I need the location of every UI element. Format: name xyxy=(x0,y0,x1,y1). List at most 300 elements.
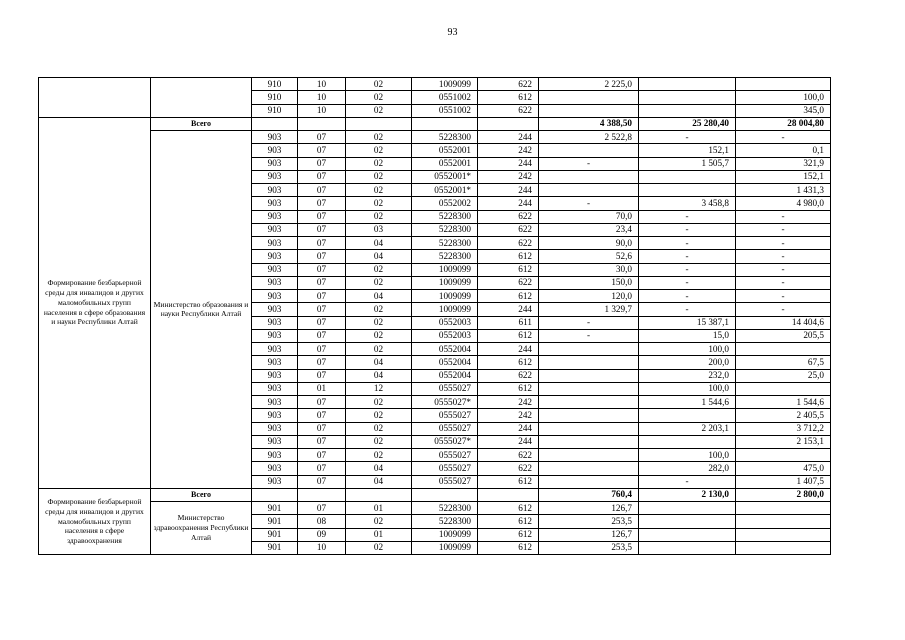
cell-rz: 07 xyxy=(298,303,346,316)
cell-amount-y3: 2 405,5 xyxy=(736,409,831,422)
cell-amount-y1: 70,0 xyxy=(539,210,639,223)
cell-csr: 1009099 xyxy=(412,541,478,554)
cell-amount-y3: 1 407,5 xyxy=(736,475,831,488)
cell-amount-y2: 232,0 xyxy=(639,369,736,382)
cell-pr: 01 xyxy=(346,502,412,515)
cell-grbs: 903 xyxy=(252,396,298,409)
total-amount-y3: 2 800,0 xyxy=(736,488,831,501)
cell-amount-y2 xyxy=(639,170,736,183)
cell-amount-y2: - xyxy=(639,237,736,250)
table-row xyxy=(39,131,831,144)
cell-rz: 07 xyxy=(298,369,346,382)
cell-vr: 622 xyxy=(478,223,539,236)
cell-amount-y1 xyxy=(539,356,639,369)
cell-vr: 612 xyxy=(478,475,539,488)
cell-pr: 02 xyxy=(346,515,412,528)
cell-vr: 244 xyxy=(478,197,539,210)
empty-cell xyxy=(478,488,539,501)
cell-grbs: 901 xyxy=(252,502,298,515)
cell-csr: 0552004 xyxy=(412,356,478,369)
cell-csr: 0555027* xyxy=(412,435,478,448)
cell-amount-y2: - xyxy=(639,303,736,316)
cell-rz: 09 xyxy=(298,528,346,541)
cell-amount-y3: - xyxy=(736,276,831,289)
total-amount-y2: 25 280,40 xyxy=(639,117,736,130)
cell-pr: 02 xyxy=(346,343,412,356)
cell-grbs: 903 xyxy=(252,475,298,488)
cell-amount-y2: 15 387,1 xyxy=(639,316,736,329)
cell-pr: 04 xyxy=(346,250,412,263)
cell-csr: 5228300 xyxy=(412,223,478,236)
cell-pr: 02 xyxy=(346,396,412,409)
cell-amount-y1 xyxy=(539,369,639,382)
cell-pr: 01 xyxy=(346,528,412,541)
cell-csr: 0555027 xyxy=(412,449,478,462)
cell-amount-y2 xyxy=(639,409,736,422)
cell-amount-y1: 52,6 xyxy=(539,250,639,263)
empty-cell xyxy=(412,488,478,501)
cell-csr: 0552001 xyxy=(412,144,478,157)
cell-amount-y2 xyxy=(639,502,736,515)
cell-vr: 244 xyxy=(478,343,539,356)
cell-amount-y1: - xyxy=(539,157,639,170)
cell-pr: 03 xyxy=(346,223,412,236)
cell-amount-y1: 126,7 xyxy=(539,528,639,541)
cell-amount-y3 xyxy=(736,343,831,356)
empty-cell xyxy=(346,117,412,130)
cell-vr: 612 xyxy=(478,329,539,342)
cell-amount-y3: - xyxy=(736,290,831,303)
cell-vr: 612 xyxy=(478,91,539,104)
cell-vr: 242 xyxy=(478,170,539,183)
cell-amount-y2: - xyxy=(639,263,736,276)
cell-grbs: 903 xyxy=(252,422,298,435)
cell-amount-y3: 321,9 xyxy=(736,157,831,170)
cell-vr: 611 xyxy=(478,316,539,329)
cell-grbs: 903 xyxy=(252,131,298,144)
cell-amount-y1 xyxy=(539,91,639,104)
cell-amount-y3: 100,0 xyxy=(736,91,831,104)
program-name: Формирование безбарьерной среды для инвалидов и других маломобильных групп населения в сфере образования и науки Республики Алтай xyxy=(39,117,151,488)
cell-vr: 612 xyxy=(478,382,539,395)
cell-grbs: 903 xyxy=(252,263,298,276)
cell-pr: 04 xyxy=(346,369,412,382)
cell-rz: 07 xyxy=(298,250,346,263)
cell-rz: 01 xyxy=(298,382,346,395)
cell-rz: 07 xyxy=(298,157,346,170)
cell-amount-y3 xyxy=(736,382,831,395)
cell-rz: 10 xyxy=(298,78,346,91)
cell-rz: 07 xyxy=(298,290,346,303)
cell-amount-y1 xyxy=(539,104,639,117)
cell-amount-y2: - xyxy=(639,223,736,236)
total-row xyxy=(39,488,831,501)
total-amount-y2: 2 130,0 xyxy=(639,488,736,501)
cell-pr: 02 xyxy=(346,184,412,197)
cell-amount-y1 xyxy=(539,382,639,395)
cell-rz: 07 xyxy=(298,184,346,197)
cell-csr: 0552003 xyxy=(412,329,478,342)
cell-grbs: 910 xyxy=(252,104,298,117)
cell-amount-y1 xyxy=(539,422,639,435)
cell-rz: 07 xyxy=(298,502,346,515)
cell-csr: 0552001 xyxy=(412,157,478,170)
budget-table xyxy=(38,77,831,555)
cell-grbs: 910 xyxy=(252,78,298,91)
cell-amount-y3: 3 712,2 xyxy=(736,422,831,435)
empty-cell xyxy=(346,488,412,501)
cell-rz: 07 xyxy=(298,475,346,488)
cell-amount-y3: 14 404,6 xyxy=(736,316,831,329)
total-label: Всего xyxy=(151,117,252,130)
cell-grbs: 903 xyxy=(252,303,298,316)
cell-csr: 0555027 xyxy=(412,382,478,395)
total-amount-y1: 760,4 xyxy=(539,488,639,501)
cell-amount-y3: - xyxy=(736,223,831,236)
cell-amount-y3: 0,1 xyxy=(736,144,831,157)
ministry-cell-continued xyxy=(151,78,252,118)
cell-rz: 07 xyxy=(298,343,346,356)
cell-grbs: 903 xyxy=(252,144,298,157)
cell-amount-y1: 90,0 xyxy=(539,237,639,250)
cell-pr: 02 xyxy=(346,170,412,183)
cell-amount-y3: - xyxy=(736,210,831,223)
total-amount-y1: 4 388,50 xyxy=(539,117,639,130)
cell-rz: 07 xyxy=(298,329,346,342)
cell-amount-y3: 152,1 xyxy=(736,170,831,183)
cell-pr: 04 xyxy=(346,237,412,250)
cell-vr: 622 xyxy=(478,210,539,223)
cell-rz: 08 xyxy=(298,515,346,528)
cell-csr: 0555027 xyxy=(412,462,478,475)
cell-grbs: 903 xyxy=(252,462,298,475)
cell-pr: 02 xyxy=(346,303,412,316)
cell-grbs: 903 xyxy=(252,237,298,250)
cell-amount-y3: 67,5 xyxy=(736,356,831,369)
empty-cell xyxy=(252,117,298,130)
cell-csr: 5228300 xyxy=(412,237,478,250)
cell-vr: 622 xyxy=(478,237,539,250)
cell-pr: 02 xyxy=(346,435,412,448)
cell-amount-y2 xyxy=(639,515,736,528)
cell-vr: 244 xyxy=(478,422,539,435)
cell-csr: 5228300 xyxy=(412,131,478,144)
cell-amount-y2: 100,0 xyxy=(639,343,736,356)
cell-amount-y2: - xyxy=(639,290,736,303)
cell-rz: 07 xyxy=(298,210,346,223)
cell-amount-y1: 120,0 xyxy=(539,290,639,303)
cell-amount-y3: 4 980,0 xyxy=(736,197,831,210)
cell-pr: 02 xyxy=(346,210,412,223)
cell-amount-y3: - xyxy=(736,131,831,144)
cell-amount-y1: 2 225,0 xyxy=(539,78,639,91)
cell-rz: 07 xyxy=(298,237,346,250)
cell-amount-y1: - xyxy=(539,316,639,329)
cell-grbs: 903 xyxy=(252,356,298,369)
cell-amount-y2: 282,0 xyxy=(639,462,736,475)
cell-pr: 12 xyxy=(346,382,412,395)
cell-grbs: 903 xyxy=(252,435,298,448)
cell-csr: 1009099 xyxy=(412,263,478,276)
cell-csr: 1009099 xyxy=(412,528,478,541)
cell-amount-y2: - xyxy=(639,210,736,223)
cell-amount-y1 xyxy=(539,449,639,462)
cell-rz: 07 xyxy=(298,170,346,183)
cell-amount-y3: 1 431,3 xyxy=(736,184,831,197)
cell-grbs: 903 xyxy=(252,184,298,197)
cell-pr: 04 xyxy=(346,356,412,369)
cell-amount-y3: - xyxy=(736,250,831,263)
cell-csr: 5228300 xyxy=(412,250,478,263)
cell-amount-y1 xyxy=(539,170,639,183)
cell-csr: 0552001* xyxy=(412,184,478,197)
cell-amount-y3: 2 153,1 xyxy=(736,435,831,448)
cell-csr: 1009099 xyxy=(412,303,478,316)
cell-amount-y2 xyxy=(639,541,736,554)
cell-vr: 612 xyxy=(478,263,539,276)
cell-amount-y1 xyxy=(539,409,639,422)
cell-vr: 612 xyxy=(478,515,539,528)
cell-grbs: 901 xyxy=(252,515,298,528)
cell-pr: 04 xyxy=(346,475,412,488)
cell-csr: 0551002 xyxy=(412,91,478,104)
total-label: Всего xyxy=(151,488,252,501)
cell-amount-y3: - xyxy=(736,263,831,276)
cell-amount-y3 xyxy=(736,515,831,528)
cell-amount-y2 xyxy=(639,528,736,541)
cell-amount-y1 xyxy=(539,435,639,448)
cell-amount-y3: 345,0 xyxy=(736,104,831,117)
cell-vr: 242 xyxy=(478,396,539,409)
cell-rz: 07 xyxy=(298,263,346,276)
cell-amount-y3: 25,0 xyxy=(736,369,831,382)
cell-csr: 0552003 xyxy=(412,316,478,329)
cell-vr: 622 xyxy=(478,276,539,289)
cell-amount-y1: 2 522,8 xyxy=(539,131,639,144)
cell-grbs: 903 xyxy=(252,197,298,210)
cell-vr: 622 xyxy=(478,369,539,382)
cell-amount-y1 xyxy=(539,462,639,475)
cell-grbs: 903 xyxy=(252,210,298,223)
cell-csr: 0555027* xyxy=(412,396,478,409)
cell-csr: 0552004 xyxy=(412,369,478,382)
cell-amount-y3: 205,5 xyxy=(736,329,831,342)
cell-amount-y3: 1 544,6 xyxy=(736,396,831,409)
cell-pr: 02 xyxy=(346,276,412,289)
cell-amount-y2: 200,0 xyxy=(639,356,736,369)
cell-amount-y1: 1 329,7 xyxy=(539,303,639,316)
cell-pr: 02 xyxy=(346,263,412,276)
cell-vr: 244 xyxy=(478,303,539,316)
cell-rz: 07 xyxy=(298,409,346,422)
cell-rz: 07 xyxy=(298,276,346,289)
cell-vr: 244 xyxy=(478,184,539,197)
cell-rz: 07 xyxy=(298,462,346,475)
cell-amount-y2 xyxy=(639,104,736,117)
cell-pr: 02 xyxy=(346,449,412,462)
budget-table-body xyxy=(39,78,831,555)
empty-cell xyxy=(252,488,298,501)
cell-amount-y2: 100,0 xyxy=(639,449,736,462)
cell-amount-y1: 23,4 xyxy=(539,223,639,236)
cell-vr: 622 xyxy=(478,104,539,117)
cell-pr: 04 xyxy=(346,462,412,475)
cell-amount-y1 xyxy=(539,343,639,356)
cell-amount-y3 xyxy=(736,541,831,554)
cell-rz: 07 xyxy=(298,316,346,329)
cell-grbs: 903 xyxy=(252,250,298,263)
cell-rz: 07 xyxy=(298,435,346,448)
cell-vr: 622 xyxy=(478,462,539,475)
cell-amount-y1 xyxy=(539,184,639,197)
cell-amount-y2: 2 203,1 xyxy=(639,422,736,435)
cell-csr: 0552002 xyxy=(412,197,478,210)
cell-grbs: 903 xyxy=(252,290,298,303)
total-amount-y3: 28 004,80 xyxy=(736,117,831,130)
cell-rz: 07 xyxy=(298,356,346,369)
cell-pr: 02 xyxy=(346,316,412,329)
cell-grbs: 903 xyxy=(252,343,298,356)
cell-amount-y2: - xyxy=(639,131,736,144)
cell-amount-y2: - xyxy=(639,250,736,263)
cell-pr: 02 xyxy=(346,541,412,554)
cell-rz: 10 xyxy=(298,91,346,104)
cell-vr: 612 xyxy=(478,250,539,263)
cell-amount-y3 xyxy=(736,502,831,515)
cell-grbs: 910 xyxy=(252,91,298,104)
cell-rz: 07 xyxy=(298,422,346,435)
empty-cell xyxy=(478,117,539,130)
cell-csr: 0555027 xyxy=(412,409,478,422)
cell-csr: 0555027 xyxy=(412,475,478,488)
cell-rz: 07 xyxy=(298,197,346,210)
cell-vr: 612 xyxy=(478,290,539,303)
table-row xyxy=(39,502,831,515)
cell-amount-y2: 100,0 xyxy=(639,382,736,395)
cell-csr: 1009099 xyxy=(412,276,478,289)
cell-rz: 10 xyxy=(298,541,346,554)
cell-grbs: 901 xyxy=(252,528,298,541)
cell-csr: 5228300 xyxy=(412,515,478,528)
cell-vr: 242 xyxy=(478,409,539,422)
cell-grbs: 903 xyxy=(252,316,298,329)
cell-csr: 0551002 xyxy=(412,104,478,117)
cell-amount-y2: 152,1 xyxy=(639,144,736,157)
cell-pr: 02 xyxy=(346,157,412,170)
cell-amount-y3 xyxy=(736,449,831,462)
cell-csr: 0555027 xyxy=(412,422,478,435)
cell-amount-y1: 253,5 xyxy=(539,515,639,528)
cell-amount-y1: 30,0 xyxy=(539,263,639,276)
cell-pr: 02 xyxy=(346,78,412,91)
cell-amount-y2: 1 544,6 xyxy=(639,396,736,409)
cell-amount-y3 xyxy=(736,528,831,541)
cell-vr: 244 xyxy=(478,435,539,448)
cell-rz: 07 xyxy=(298,131,346,144)
cell-amount-y2: 3 458,8 xyxy=(639,197,736,210)
cell-amount-y2: - xyxy=(639,475,736,488)
cell-vr: 244 xyxy=(478,157,539,170)
cell-amount-y3: - xyxy=(736,237,831,250)
cell-grbs: 903 xyxy=(252,449,298,462)
table-row xyxy=(39,78,831,91)
cell-vr: 612 xyxy=(478,502,539,515)
cell-grbs: 903 xyxy=(252,157,298,170)
cell-pr: 02 xyxy=(346,91,412,104)
cell-amount-y1: 253,5 xyxy=(539,541,639,554)
cell-vr: 612 xyxy=(478,528,539,541)
cell-csr: 5228300 xyxy=(412,210,478,223)
cell-pr: 02 xyxy=(346,144,412,157)
cell-pr: 02 xyxy=(346,104,412,117)
cell-amount-y1: - xyxy=(539,197,639,210)
cell-csr: 1009099 xyxy=(412,78,478,91)
cell-vr: 622 xyxy=(478,449,539,462)
cell-pr: 02 xyxy=(346,197,412,210)
empty-cell xyxy=(298,488,346,501)
page-number: 93 xyxy=(447,27,458,38)
cell-grbs: 903 xyxy=(252,369,298,382)
cell-amount-y3: 475,0 xyxy=(736,462,831,475)
cell-amount-y2 xyxy=(639,435,736,448)
empty-cell xyxy=(412,117,478,130)
cell-pr: 02 xyxy=(346,422,412,435)
cell-amount-y2: - xyxy=(639,276,736,289)
cell-vr: 244 xyxy=(478,131,539,144)
cell-grbs: 901 xyxy=(252,541,298,554)
total-row xyxy=(39,117,831,130)
cell-csr: 0552001* xyxy=(412,170,478,183)
ministry-name: Министерство образования и науки Республики Алтай xyxy=(151,131,252,489)
cell-pr: 02 xyxy=(346,409,412,422)
cell-amount-y1 xyxy=(539,144,639,157)
cell-amount-y2 xyxy=(639,184,736,197)
cell-grbs: 903 xyxy=(252,382,298,395)
cell-grbs: 903 xyxy=(252,170,298,183)
cell-amount-y3 xyxy=(736,78,831,91)
cell-amount-y2 xyxy=(639,78,736,91)
cell-amount-y1: - xyxy=(539,329,639,342)
cell-csr: 0552004 xyxy=(412,343,478,356)
cell-csr: 5228300 xyxy=(412,502,478,515)
cell-amount-y2: 15,0 xyxy=(639,329,736,342)
cell-amount-y2: 1 505,7 xyxy=(639,157,736,170)
cell-vr: 612 xyxy=(478,541,539,554)
cell-csr: 1009099 xyxy=(412,290,478,303)
cell-pr: 02 xyxy=(346,131,412,144)
cell-amount-y3: - xyxy=(736,303,831,316)
program-name: Формирование безбарьерной среды для инвалидов и других маломобильных групп населения в сфере здравоохранения xyxy=(39,488,151,554)
cell-rz: 10 xyxy=(298,104,346,117)
cell-amount-y2 xyxy=(639,91,736,104)
cell-grbs: 903 xyxy=(252,329,298,342)
cell-vr: 612 xyxy=(478,356,539,369)
cell-rz: 07 xyxy=(298,144,346,157)
cell-pr: 04 xyxy=(346,290,412,303)
cell-amount-y1 xyxy=(539,396,639,409)
cell-grbs: 903 xyxy=(252,223,298,236)
cell-grbs: 903 xyxy=(252,276,298,289)
cell-vr: 242 xyxy=(478,144,539,157)
cell-amount-y1: 126,7 xyxy=(539,502,639,515)
program-cell-continued xyxy=(39,78,151,118)
cell-amount-y1 xyxy=(539,475,639,488)
cell-amount-y1: 150,0 xyxy=(539,276,639,289)
ministry-name: Министерство здравоохранения Республики Алтай xyxy=(151,502,252,555)
cell-pr: 02 xyxy=(346,329,412,342)
cell-rz: 07 xyxy=(298,223,346,236)
cell-rz: 07 xyxy=(298,449,346,462)
